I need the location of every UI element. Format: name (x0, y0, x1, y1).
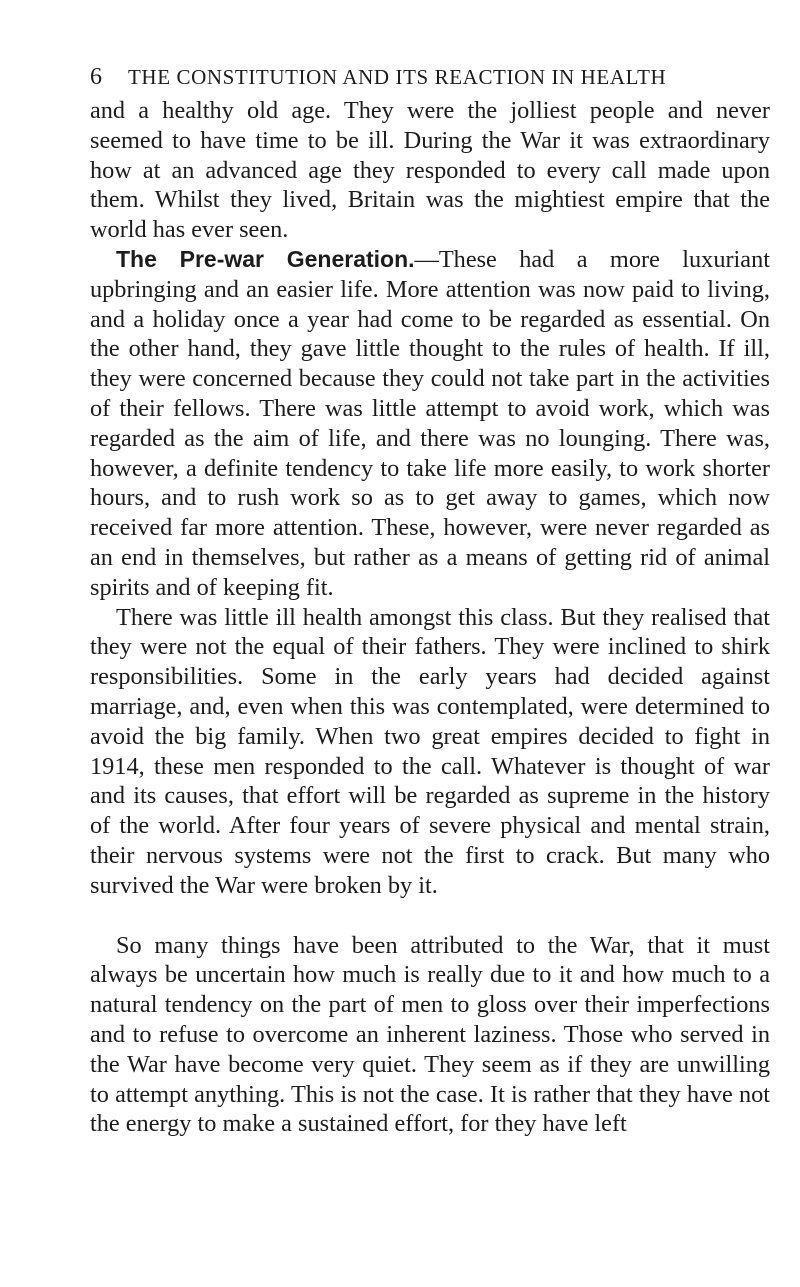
paragraph-war-attribution: So many things have been attributed to the War, that it must always be uncertain how much is really due to it and how much to a natural tendency on the part of men to gloss over their imperfections and to refuse to overcome an inherent laziness. Those who served in the War have become very quiet. They seem as if they are unwilling to attempt anything. This is not the case. It is rather that they have not the energy to make a sustained effort, for they have left (90, 931, 770, 1138)
running-title: THE CONSTITUTION AND ITS REACTION IN HEALTH (128, 65, 667, 89)
paragraph-gap (90, 901, 770, 931)
paragraph-pre-war-body: —These had a more luxuriant upbringing and an easier life. More attention was now paid to living, and a holiday once a year had come to be regarded as essential. On the other hand, they gave little thought to the rules of health. If ill, they were concerned because they could not take part in the activities of their fellows. There was little attempt to avoid work, which was regarded as the aim of life, and there was no lounging. There was, however, a definite tendency to take life more easily, to work shorter hours, and to rush work so as to get away to games, which now received far more attention. These, however, were never regarded as an end in themselves, but rather as a means of getting rid of animal spirits and of keeping fit. (90, 245, 770, 601)
paragraph-pre-war-generation (90, 245, 770, 603)
paragraph-ill-health: There was little ill health amongst this class. But they realised that they were not the equal of their fathers. They were inclined to shirk responsibilities. Some in the early years had decided against marriage, and, even when this was contemplated, were determined to avoid the big family. When two great empires decided to fight in 1914, these men responded to the call. Whatever is thought of war and its causes, that effort will be regarded as supreme in the history of the world. After four years of severe physical and mental strain, their nervous systems were not the first to crack. But many who survived the War were broken by it. (90, 603, 770, 899)
paragraph-continuation: and a healthy old age. They were the jolliest people and never seemed to have time to be ill. During the War it was extraordinary how at an advanced age they responded to every call made upon them. Whilst they lived, Britain was the mightiest empire that the world has ever seen. (90, 97, 770, 244)
book-page (90, 60, 770, 1139)
page-number: 6 (90, 64, 103, 90)
section-heading-pre-war-generation: The Pre-war Generation. (116, 245, 415, 272)
body-text (90, 96, 770, 1139)
running-head (90, 60, 770, 94)
